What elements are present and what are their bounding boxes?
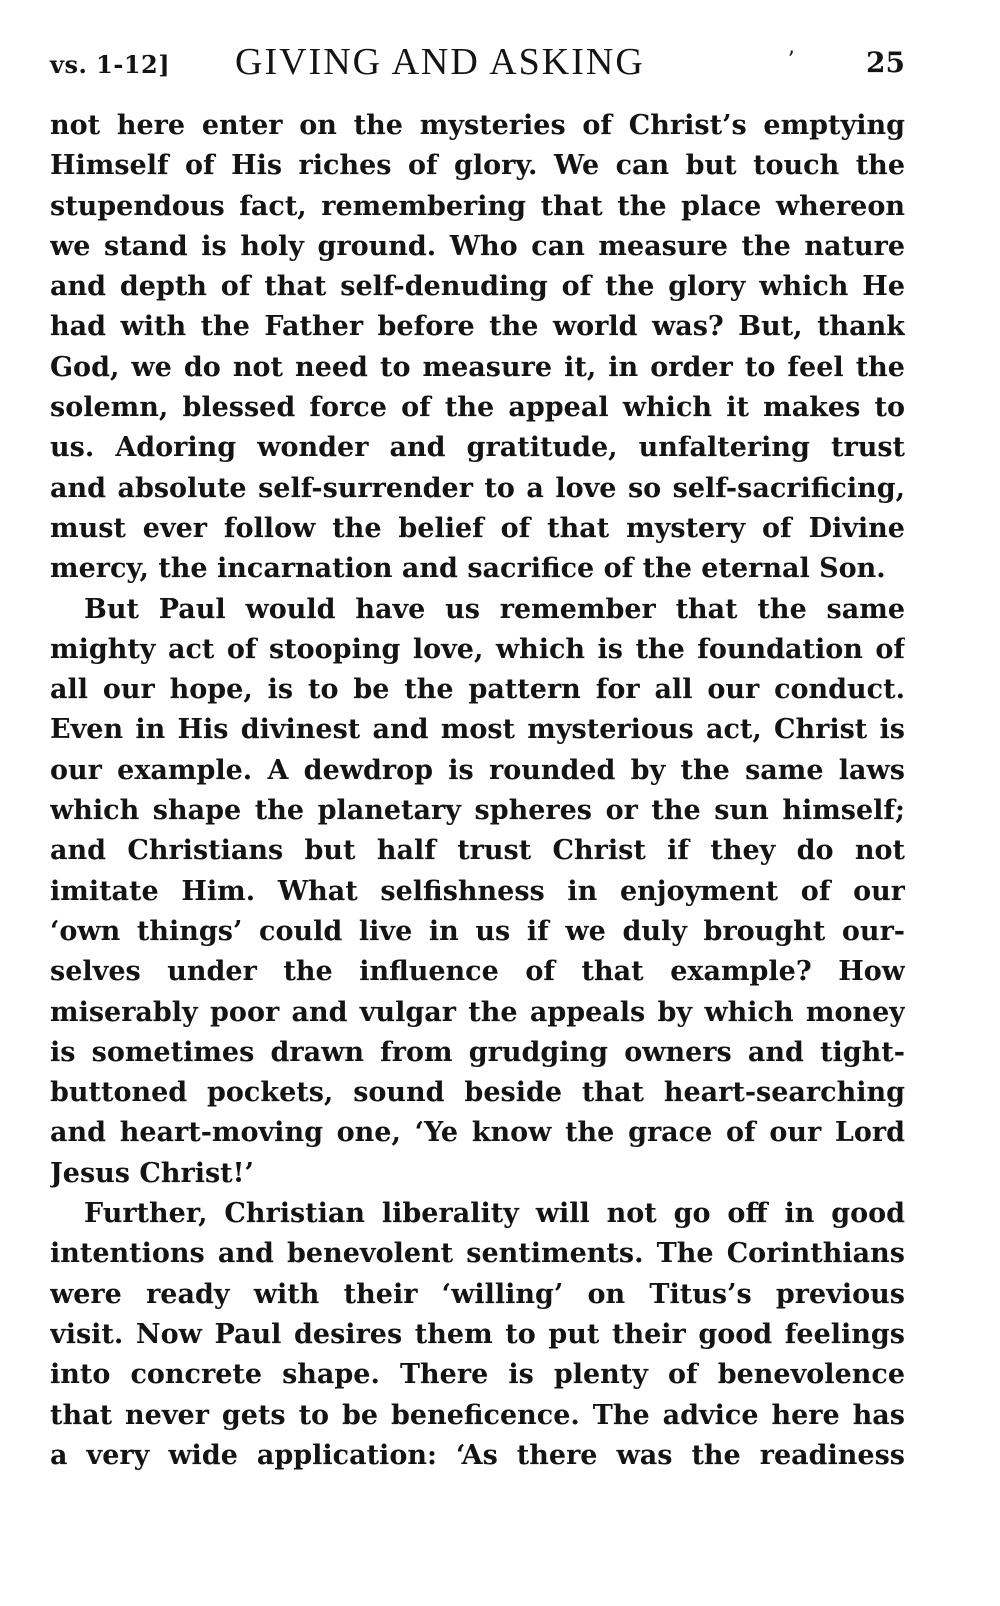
text-line: buttoned pockets, sound beside that heart-searching xyxy=(50,1077,905,1109)
text-line: ‘own things’ could live in us if we duly brought our- xyxy=(50,915,905,947)
page-title: GIVING AND ASKING xyxy=(235,41,645,83)
text-line: we stand is holy ground. Who can measure the nature xyxy=(50,230,905,262)
paragraph xyxy=(50,1194,905,1476)
text-line: Jesus Christ!’ xyxy=(50,1157,254,1189)
body-text xyxy=(50,106,905,1476)
text-line: must ever follow the belief of that mystery of Divine xyxy=(50,512,905,544)
text-line: stupendous fact, remembering that the place whereon xyxy=(50,190,905,222)
stray-mark: ʼ xyxy=(787,48,794,73)
text-line: a very wide application: ‘As there was the readiness xyxy=(50,1439,905,1471)
text-line: all our hope, is to be the pattern for all our conduct. xyxy=(50,674,905,706)
text-line: which shape the planetary spheres or the sun himself; xyxy=(50,795,905,827)
text-line: mercy, the incarnation and sacrifice of the eternal Son. xyxy=(50,553,886,585)
text-line: intentions and benevolent sentiments. The Corinthians xyxy=(50,1238,905,1270)
text-line: mighty act of stooping love, which is the foundation of xyxy=(50,633,905,665)
text-line: visit. Now Paul desires them to put their good feelings xyxy=(50,1318,905,1350)
text-line: and Christians but half trust Christ if they do not xyxy=(50,835,905,867)
text-line: and heart-moving one, ‘Ye know the grace of our Lord xyxy=(50,1117,905,1149)
text-line: us. Adoring wonder and gratitude, unfaltering trust xyxy=(50,432,905,464)
text-line: solemn, blessed force of the appeal which it makes to xyxy=(50,392,905,424)
text-line: But Paul would have us remember that the same xyxy=(84,593,905,625)
text-line: God, we do not need to measure it, in order to feel the xyxy=(50,351,905,383)
text-line: imitate Him. What selfishness in enjoyment of our xyxy=(50,875,905,907)
text-line: and depth of that self-denuding of the glory which He xyxy=(50,271,905,303)
text-line: and absolute self-surrender to a love so self-sacrificing, xyxy=(50,472,905,504)
paragraph xyxy=(50,590,905,1194)
running-head xyxy=(50,40,905,100)
book-page xyxy=(50,40,905,1476)
chapter-reference: vs. 1-12] xyxy=(50,50,171,79)
text-line: Even in His divinest and most mysterious act, Christ is xyxy=(50,714,905,746)
paragraph xyxy=(50,106,905,590)
text-line: had with the Father before the world was? But, thank xyxy=(50,311,905,343)
text-line: miserably poor and vulgar the appeals by which money xyxy=(50,996,905,1028)
text-line: were ready with their ‘willing’ on Titus’s previous xyxy=(50,1278,905,1310)
text-line: Himself of His riches of glory. We can but touch the xyxy=(50,150,905,182)
text-line: is sometimes drawn from grudging owners and tight- xyxy=(50,1036,905,1068)
text-line: into concrete shape. There is plenty of benevolence xyxy=(50,1359,905,1391)
text-line: our example. A dewdrop is rounded by the same laws xyxy=(50,754,905,786)
text-line: Further, Christian liberality will not go off in good xyxy=(84,1198,905,1230)
text-line: that never gets to be beneficence. The advice here has xyxy=(50,1399,905,1431)
text-line: not here enter on the mysteries of Christ’s emptying xyxy=(50,110,905,141)
text-line: selves under the influence of that example? How xyxy=(50,956,905,988)
page-number: 25 xyxy=(866,46,905,79)
